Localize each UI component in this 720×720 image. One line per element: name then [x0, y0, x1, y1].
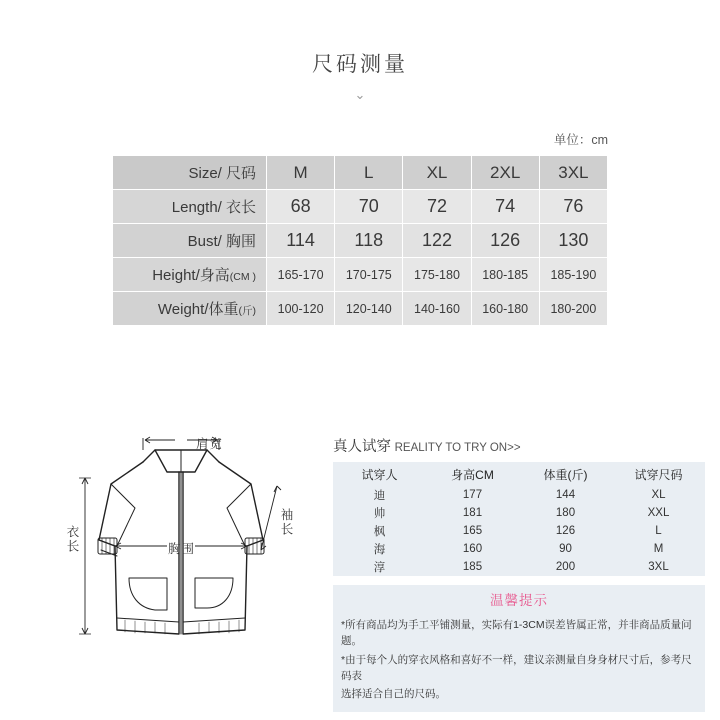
size-chart: [112, 155, 608, 326]
table-cell: XL: [651, 489, 666, 501]
table-cell: 76: [539, 190, 607, 224]
table-cell: 72: [403, 190, 471, 224]
table-row: [333, 504, 705, 522]
table-header-row: [333, 462, 705, 486]
table-cell: 200: [555, 561, 576, 573]
table-cell: L: [335, 156, 403, 190]
table-cell: 180-200: [539, 292, 607, 326]
table-cell: 181: [462, 507, 483, 519]
table-cell: 177: [462, 489, 483, 501]
notice-section: [333, 585, 705, 712]
table-cell: 165: [462, 525, 483, 537]
table-cell: 160-180: [471, 292, 539, 326]
page-header: [0, 0, 720, 101]
row-label: Height/身高(CM ): [113, 258, 267, 292]
table-cell: XL: [403, 156, 471, 190]
table-row: [333, 522, 705, 540]
table-cell: 126: [555, 525, 576, 537]
table-cell: 114: [267, 224, 335, 258]
table-cell: 180: [555, 507, 576, 519]
notice-title: 温馨提示: [333, 585, 705, 615]
table-cell: 68: [267, 190, 335, 224]
table-cell: L: [655, 525, 662, 537]
table-cell: M: [653, 543, 664, 555]
table-cell: 3XL: [539, 156, 607, 190]
page-title: 尺码测量: [312, 53, 408, 76]
table-cell: 140-160: [403, 292, 471, 326]
table-cell: 126: [471, 224, 539, 258]
table-cell: 180-185: [471, 258, 539, 292]
table-cell: 枫: [373, 526, 386, 538]
table-cell: 淳: [373, 562, 386, 574]
bust-label: 胸围: [168, 542, 196, 556]
table-cell: XXL: [647, 507, 670, 519]
column-header: 试穿尺码: [634, 468, 683, 482]
table-row: [333, 486, 705, 504]
column-header: 试穿人: [361, 468, 398, 482]
try-on-title-en: REALITY TO TRY ON>>: [394, 442, 521, 454]
table-cell: 170-175: [335, 258, 403, 292]
row-label: Bust/ 胸围: [113, 224, 267, 258]
table-cell: 175-180: [403, 258, 471, 292]
row-label: Length/ 衣长: [113, 190, 267, 224]
notice-line: *所有商品均为手工平铺测量，实际有1-3CM误差皆属正常，并非商品质量问题。: [341, 619, 692, 648]
table-cell: 90: [559, 543, 572, 555]
length-label: 衣长: [65, 525, 79, 554]
chevron-down-icon: ⌄: [354, 87, 366, 102]
table-cell: 118: [335, 224, 403, 258]
notice-line: *由于每个人的穿衣风格和喜好不一样，建议亲测量自身身材尺寸后，参考尺码表: [341, 653, 692, 682]
try-on-table: [333, 462, 705, 576]
table-cell: 100-120: [267, 292, 335, 326]
table-row: [113, 224, 608, 258]
table-cell: 3XL: [648, 561, 669, 573]
table-cell: 165-170: [267, 258, 335, 292]
table-cell: 185: [462, 561, 483, 573]
table-cell: 122: [403, 224, 471, 258]
row-label: Weight/体重(斤): [113, 292, 267, 326]
sleeve-label: 袖长: [279, 508, 293, 537]
table-row: [113, 258, 608, 292]
table-cell: 迪: [373, 490, 386, 502]
try-on-section: [333, 435, 705, 576]
table-row: [333, 540, 705, 558]
table-cell: 海: [373, 544, 386, 556]
column-header: 体重(斤): [543, 468, 588, 482]
try-on-title-cn: 真人试穿: [333, 439, 391, 455]
notice-body: [333, 615, 705, 712]
row-label: Size/ 尺码: [113, 156, 267, 190]
column-header: 身高CM: [451, 468, 494, 482]
table-cell: 160: [462, 543, 483, 555]
table-cell: 130: [539, 224, 607, 258]
notice-line: 选择适合自己的尺码。: [341, 688, 446, 701]
table-row: [333, 558, 705, 576]
size-table: [112, 155, 608, 326]
garment-diagram: [55, 420, 325, 680]
table-cell: 120-140: [335, 292, 403, 326]
table-cell: 185-190: [539, 258, 607, 292]
shoulder-label: 肩宽: [196, 437, 224, 451]
table-row: [113, 190, 608, 224]
unit-label: 单位：cm: [553, 133, 608, 147]
table-cell: M: [267, 156, 335, 190]
table-cell: 70: [335, 190, 403, 224]
try-on-heading: [333, 435, 705, 456]
table-cell: 74: [471, 190, 539, 224]
table-cell: 2XL: [471, 156, 539, 190]
table-cell: 帅: [373, 508, 386, 520]
table-cell: 144: [555, 489, 576, 501]
table-row: [113, 156, 608, 190]
table-row: [113, 292, 608, 326]
